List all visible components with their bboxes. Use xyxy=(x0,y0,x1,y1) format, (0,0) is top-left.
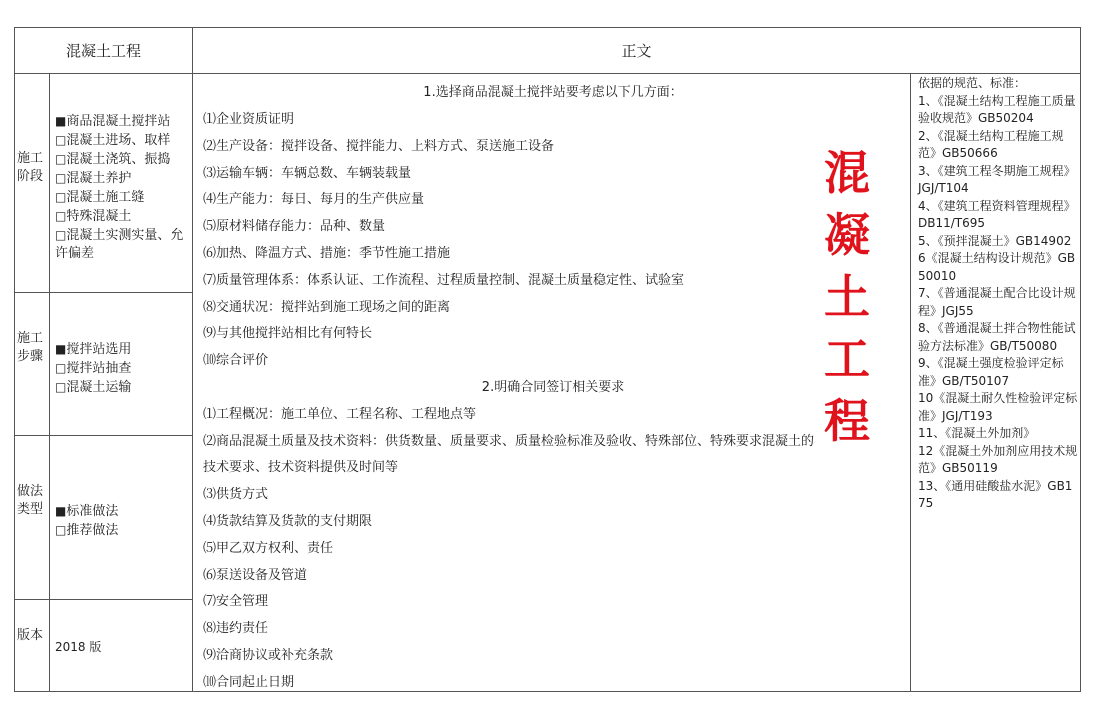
version-value: 2018 版 xyxy=(55,640,102,654)
list-item[interactable]: □搅拌站抽查 xyxy=(55,361,132,376)
watermark-stamp: 混凝土工程 xyxy=(824,146,870,448)
content-line: ⑹加热、降温方式、措施：季节性施工措施 xyxy=(203,246,451,261)
row-divider-1 xyxy=(14,292,192,293)
empty-square-icon: □ xyxy=(55,228,67,242)
content-line: ⑹泵送设备及管道 xyxy=(203,568,308,583)
content-line: ⑻违约责任 xyxy=(203,621,269,636)
reference-item: 11、《混凝土外加剂》 xyxy=(918,426,1036,440)
list-item[interactable]: □混凝土运输 xyxy=(55,380,132,395)
list-item[interactable]: □特殊混凝土 xyxy=(55,209,132,224)
content-line: ⑸原材料储存能力：品种、数量 xyxy=(203,219,386,234)
section-label-version: 版本 xyxy=(17,628,44,643)
reference-item: 5、《预拌混凝土》GB14902 xyxy=(918,233,1072,248)
content-line: ⑶运输车辆：车辆总数、车辆装载量 xyxy=(203,166,412,181)
list-item[interactable]: ■商品混凝土搅拌站 xyxy=(55,114,171,129)
table-border-bottom xyxy=(14,691,1081,692)
content-line: ⑽合同起止日期 xyxy=(203,675,295,690)
row-divider-2 xyxy=(14,435,192,436)
construction-stage-list xyxy=(55,112,191,263)
empty-square-icon: □ xyxy=(55,190,67,204)
content-line: ⑵生产设备：搅拌设备、搅拌能力、上料方式、泵送施工设备 xyxy=(203,139,555,154)
list-item[interactable]: □混凝土养护 xyxy=(55,171,132,186)
construction-steps-list xyxy=(55,340,191,397)
empty-square-icon: □ xyxy=(55,523,67,537)
section-label-method-type: 做法类型 xyxy=(17,484,44,517)
content-line: ⑷生产能力：每日、每月的生产供应量 xyxy=(203,192,425,207)
content-line: ⑶供货方式 xyxy=(203,487,269,502)
left-header-title: 混凝土工程 xyxy=(65,41,141,60)
content-line: 技术要求、技术资料提供及时间等 xyxy=(203,460,399,475)
content-line: ⑺质量管理体系：体系认证、工作流程、过程质量控制、混凝土质量稳定性、试验室 xyxy=(203,273,685,288)
table-border-right xyxy=(1080,27,1081,692)
content-line: ⑻交通状况：搅拌站到施工现场之间的距离 xyxy=(203,300,451,315)
reference-item: 6《混凝土结构设计规范》GB50010 xyxy=(918,251,1076,283)
reference-item: 1、《混凝土结构工程施工质量验收规范》GB50204 xyxy=(918,93,1076,125)
empty-square-icon: □ xyxy=(55,133,67,147)
reference-item: 2、《混凝土结构工程施工规范》GB50666 xyxy=(918,128,1064,160)
reference-item: 10《混凝土耐久性检验评定标准》JGJ/T193 xyxy=(918,391,1078,423)
section-label-construction-steps: 施工步骤 xyxy=(17,331,44,364)
filled-square-icon: ■ xyxy=(55,114,67,128)
table-border-header xyxy=(14,73,1081,74)
main-header-title: 正文 xyxy=(621,41,652,60)
empty-square-icon: □ xyxy=(55,361,67,375)
list-item[interactable]: □混凝土实测实量、允许偏差 xyxy=(55,228,184,261)
list-item[interactable]: □混凝土施工缝 xyxy=(55,190,145,205)
filled-square-icon: ■ xyxy=(55,504,67,518)
section-label-construction-stage: 施工阶段 xyxy=(17,151,44,184)
content-line: ⑼与其他搅拌站相比有何特长 xyxy=(203,326,373,341)
method-type-list xyxy=(55,502,191,540)
empty-square-icon: □ xyxy=(55,209,67,223)
reference-item: 7、《普通混凝土配合比设计规程》JGJ55 xyxy=(918,286,1076,318)
references-list xyxy=(918,75,1078,513)
filled-square-icon: ■ xyxy=(55,342,67,356)
reference-item: 8、《普通混凝土拌合物性能试验方法标准》GB/T50080 xyxy=(918,321,1076,353)
list-item[interactable]: ■标准做法 xyxy=(55,504,119,519)
content-line: ⑼洽商协议或补充条款 xyxy=(203,648,334,663)
column-divider-refs xyxy=(910,73,911,692)
list-item[interactable]: ■搅拌站选用 xyxy=(55,342,132,357)
content-line: ⑺安全管理 xyxy=(203,594,269,609)
content-line: ⑴工程概况：施工单位、工程名称、工程地点等 xyxy=(203,407,477,422)
reference-item: 4、《建筑工程资料管理规程》DB11/T695 xyxy=(918,198,1076,230)
table-border-left xyxy=(14,27,15,692)
section-heading-2: 2.明确合同签订相关要求 xyxy=(481,380,625,395)
content-line: ⑷货款结算及货款的支付期限 xyxy=(203,514,373,529)
list-item[interactable]: □混凝土进场、取样 xyxy=(55,133,171,148)
content-line: ⑸甲乙双方权利、责任 xyxy=(203,541,334,556)
content-line: ⑵商品混凝土质量及技术资料：供货数量、质量要求、质量检验标准及验收、特殊部位、特殊要求混凝土的 xyxy=(203,434,815,449)
row-divider-3 xyxy=(14,599,192,600)
reference-item: 13、《通用硅酸盐水泥》GB175 xyxy=(918,478,1073,510)
column-divider-main xyxy=(192,27,193,692)
content-line: ⑴企业资质证明 xyxy=(203,112,295,127)
list-item[interactable]: □混凝土浇筑、振捣 xyxy=(55,152,171,167)
empty-square-icon: □ xyxy=(55,171,67,185)
reference-item: 12《混凝土外加剂应用技术规范》GB50119 xyxy=(918,443,1078,475)
content-line: ⑽综合评价 xyxy=(203,353,269,368)
list-item[interactable]: □推荐做法 xyxy=(55,523,119,538)
reference-item: 3、《建筑工程冬期施工规程》JGJ/T104 xyxy=(918,163,1076,195)
empty-square-icon: □ xyxy=(55,380,67,394)
references-title: 依据的规范、标准： xyxy=(918,76,1027,90)
section-heading-1: 1.选择商品混凝土搅拌站要考虑以下几方面： xyxy=(423,85,683,100)
empty-square-icon: □ xyxy=(55,152,67,166)
reference-item: 9、《混凝土强度检验评定标准》GB/T50107 xyxy=(918,356,1064,388)
